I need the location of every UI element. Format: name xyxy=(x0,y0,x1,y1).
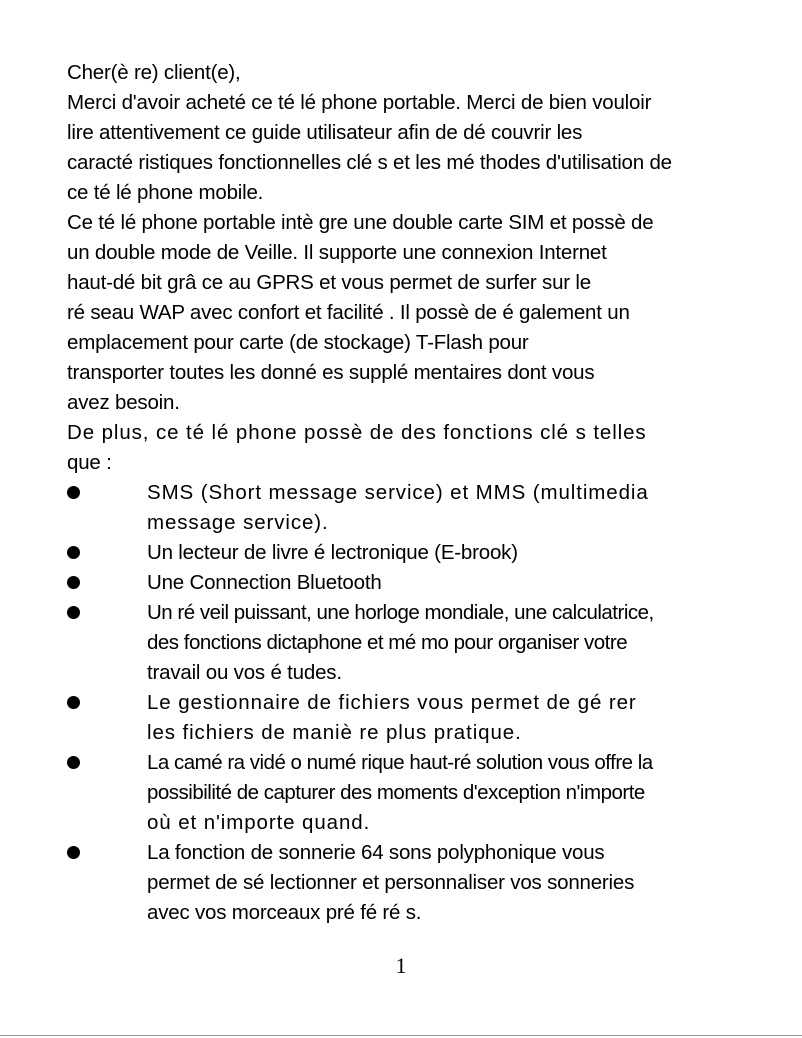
bullet-icon xyxy=(67,546,80,559)
feature-item-messaging xyxy=(67,478,757,538)
feature-line: La fonction de sonnerie 64 sons polyphonique vous xyxy=(147,841,605,864)
description-paragraph xyxy=(67,208,757,418)
feature-list xyxy=(67,478,757,928)
feature-item-bluetooth xyxy=(67,568,757,598)
page-number: 1 xyxy=(395,953,407,978)
features-intro xyxy=(67,418,757,478)
bullet-icon xyxy=(67,846,80,859)
intro-line: Merci d'avoir acheté ce té lé phone portable. Merci de bien vouloir xyxy=(67,91,652,114)
description-line: avez besoin. xyxy=(67,391,180,414)
bullet-icon xyxy=(67,756,80,769)
feature-line: avec vos morceaux pré fé ré s. xyxy=(147,901,422,924)
feature-item-camera xyxy=(67,748,757,838)
description-line: emplacement pour carte (de stockage) T-Flash pour xyxy=(67,331,529,354)
greeting: Cher(è re) client(e), xyxy=(67,61,241,84)
feature-item-ringtones xyxy=(67,838,757,928)
feature-line: permet de sé lectionner et personnaliser vos sonneries xyxy=(147,871,635,894)
description-line: Ce té lé phone portable intè gre une double carte SIM et possè de xyxy=(67,211,654,234)
feature-line: travail ou vos é tudes. xyxy=(147,661,342,684)
feature-item-organizer xyxy=(67,598,757,688)
description-line: un double mode de Veille. Il supporte une connexion Internet xyxy=(67,241,607,264)
bullet-icon xyxy=(67,606,80,619)
page-content xyxy=(67,58,757,928)
page-bottom-divider xyxy=(0,1035,802,1036)
description-line: ré seau WAP avec confort et facilité . Il possè de é galement un xyxy=(67,301,630,324)
feature-line: possibilité de capturer des moments d'exception n'importe xyxy=(147,781,645,804)
feature-line: où et n'importe quand. xyxy=(147,811,371,834)
intro-line: lire attentivement ce guide utilisateur afin de dé couvrir les xyxy=(67,121,583,144)
bullet-icon xyxy=(67,696,80,709)
features-intro-line: De plus, ce té lé phone possè de des fonctions clé s telles xyxy=(67,421,647,444)
feature-line: Une Connection Bluetooth xyxy=(147,571,382,594)
intro-paragraph xyxy=(67,88,757,208)
feature-line: Le gestionnaire de fichiers vous permet de gé rer xyxy=(147,691,637,714)
feature-line: message service). xyxy=(147,511,329,534)
feature-line: les fichiers de maniè re plus pratique. xyxy=(147,721,522,744)
feature-item-ebook xyxy=(67,538,757,568)
description-line: haut-dé bit grâ ce au GPRS et vous permet de surfer sur le xyxy=(67,271,591,294)
feature-line: SMS (Short message service) et MMS (multimedia xyxy=(147,481,649,504)
feature-line: des fonctions dictaphone et mé mo pour organiser votre xyxy=(147,631,628,654)
features-intro-line: que : xyxy=(67,451,112,474)
bullet-icon xyxy=(67,576,80,589)
feature-line: Un ré veil puissant, une horloge mondiale, une calculatrice, xyxy=(147,601,654,624)
bullet-icon xyxy=(67,486,80,499)
feature-line: Un lecteur de livre é lectronique (E-brook) xyxy=(147,541,518,564)
feature-line: La camé ra vidé o numé rique haut-ré solution vous offre la xyxy=(147,751,653,774)
intro-line: ce té lé phone mobile. xyxy=(67,181,264,204)
description-line: transporter toutes les donné es supplé mentaires dont vous xyxy=(67,361,595,384)
intro-line: caracté ristiques fonctionnelles clé s et les mé thodes d'utilisation de xyxy=(67,151,672,174)
feature-item-file-manager xyxy=(67,688,757,748)
